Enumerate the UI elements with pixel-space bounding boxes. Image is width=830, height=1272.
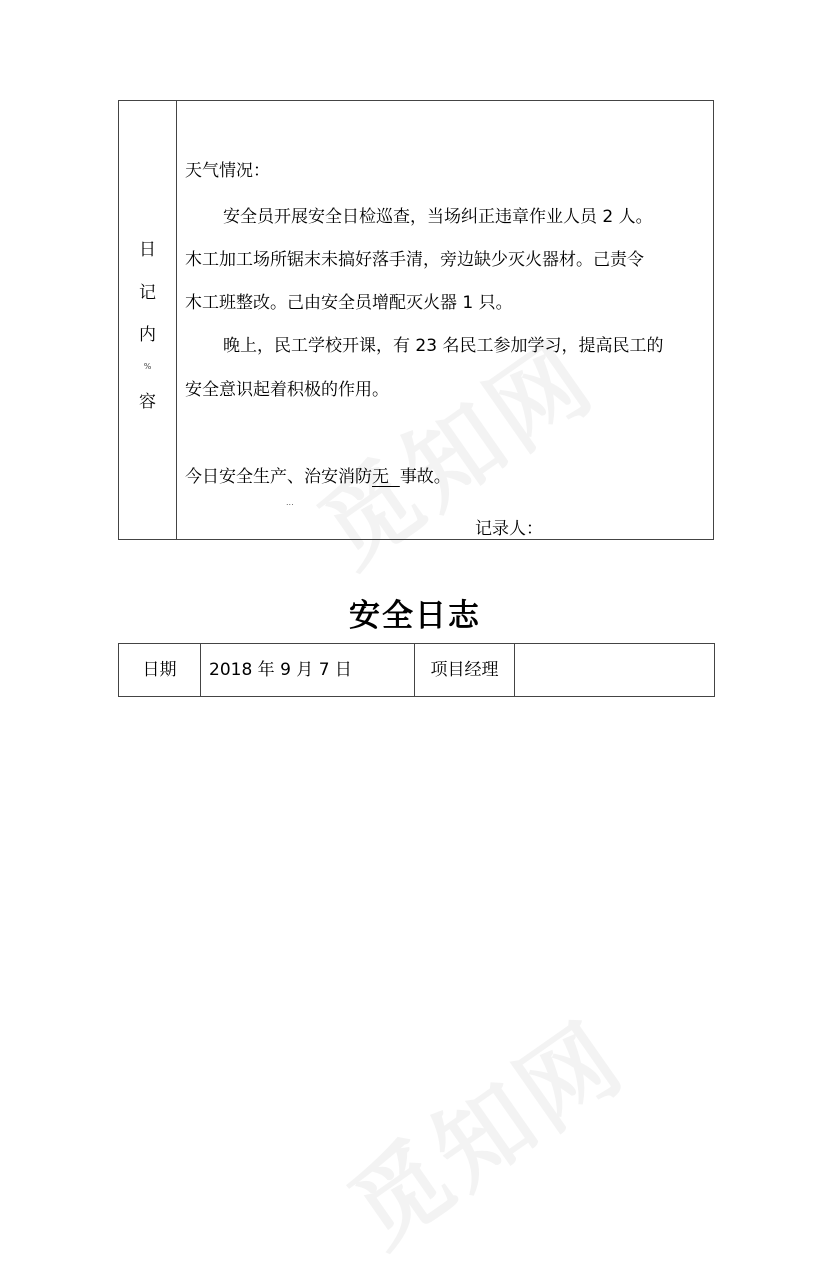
recorder-label: 记录人： bbox=[475, 519, 543, 539]
manager-value bbox=[515, 644, 714, 696]
diary-text-line: 晚上，民工学校开课，有 23 名民工参加学习，提高民工的 bbox=[223, 336, 664, 356]
log-info-table bbox=[118, 643, 715, 697]
diary-label-char: 内 bbox=[139, 325, 156, 345]
diary-label-mark: % bbox=[143, 362, 152, 371]
diary-label-column bbox=[119, 101, 177, 539]
diary-label-char: 容 bbox=[139, 392, 156, 412]
diary-text-line: 木工加工场所锯末未搞好落手清，旁边缺少灭火器材。己责令 bbox=[185, 250, 644, 270]
diary-label-char: 日 bbox=[139, 240, 156, 260]
diary-text-line: 安全意识起着积极的作用。 bbox=[185, 380, 389, 400]
ellipsis-mark: ... bbox=[286, 498, 294, 507]
summary-accident-value: 无 bbox=[372, 467, 389, 487]
diary-text-line: 木工班整改。己由安全员增配灭火器 1 只。 bbox=[185, 293, 513, 313]
diary-label-char: 记 bbox=[139, 283, 156, 303]
diary-text-line: 安全员开展安全日检巡查，当场纠正违章作业人员 2 人。 bbox=[223, 207, 653, 227]
manager-label: 项目经理 bbox=[415, 644, 515, 696]
watermark bbox=[318, 985, 647, 1272]
diary-content-table bbox=[118, 100, 714, 540]
date-value: 2018 年 9 月 7 日 bbox=[201, 644, 415, 696]
safety-summary-line bbox=[185, 462, 451, 487]
weather-line: 天气情况： bbox=[185, 161, 270, 181]
page-title: 安全日志 bbox=[349, 598, 481, 634]
summary-prefix: 今日安全生产、治安消防 bbox=[185, 467, 372, 487]
date-label: 日期 bbox=[119, 644, 201, 696]
summary-suffix: 事故。 bbox=[399, 467, 451, 487]
